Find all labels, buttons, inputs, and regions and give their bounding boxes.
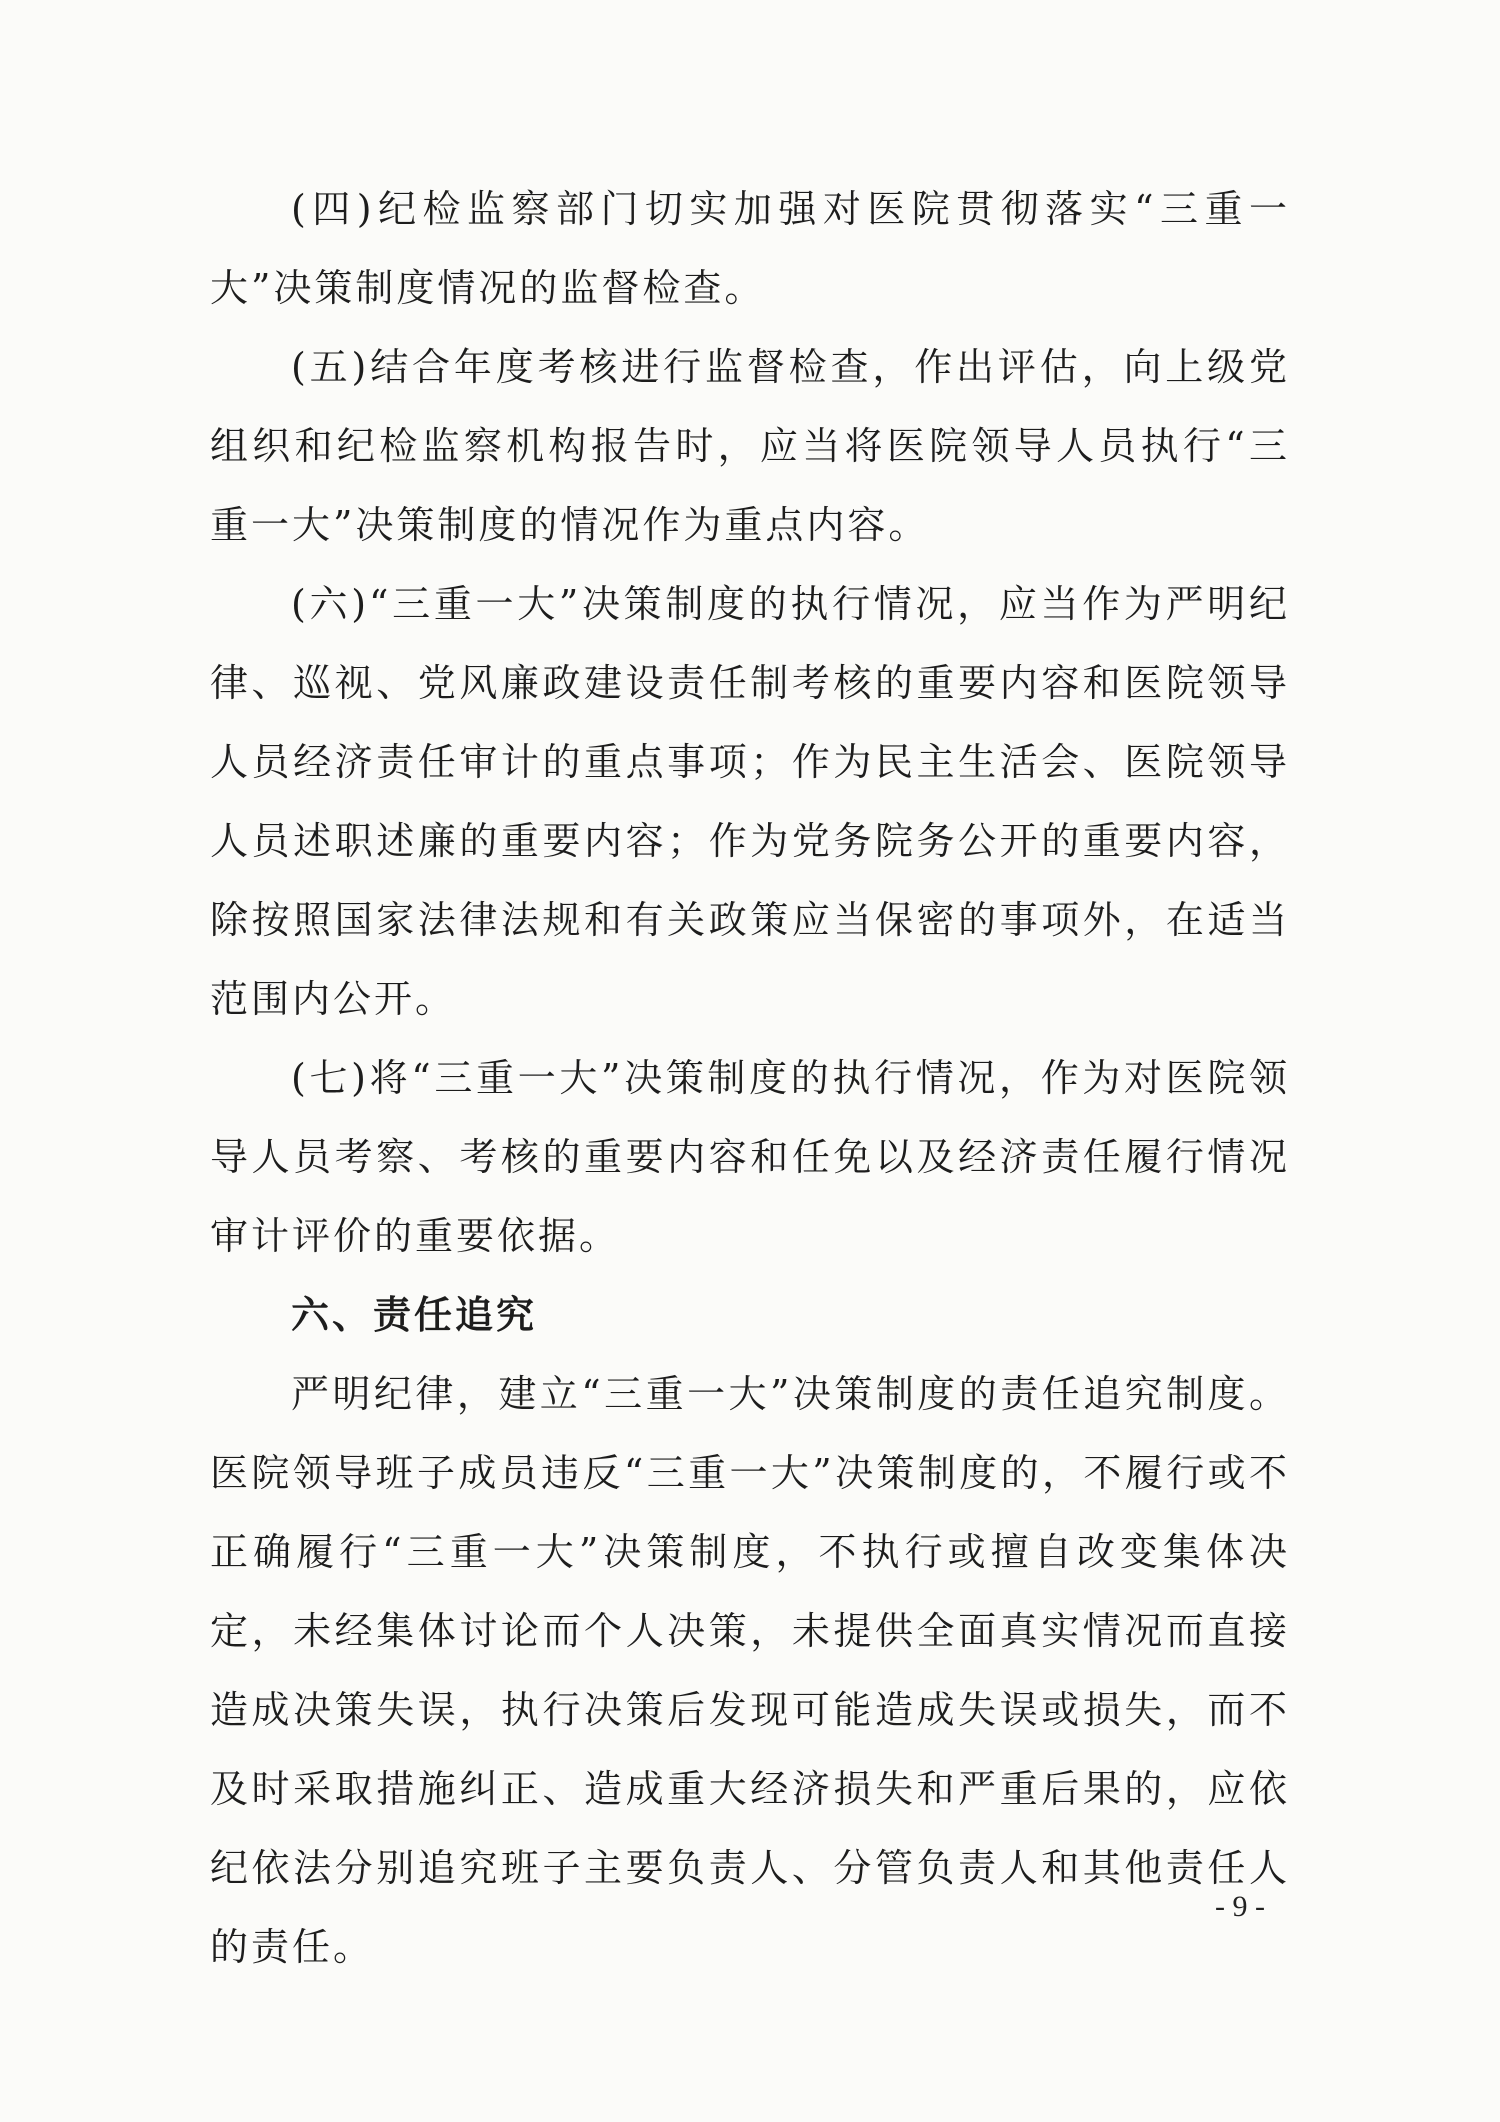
paragraph-6: (六)“三重一大”决策制度的执行情况，应当作为严明纪律、巡视、党风廉政建设责任制考核的重要内容和医院领导人员经济责任审计的重点事项；作为民主生活会、医院领导人员述职述廉的重要内容；作为党务院务公开的重要内容，除按照国家法律法规和有关政策应当保密的事项外，在适当范围内公开。 xyxy=(210,582,1290,1021)
paragraph-7: (七)将“三重一大”决策制度的执行情况，作为对医院领导人员考察、考核的重要内容和任免以及经济责任履行情况审计评价的重要依据。 xyxy=(210,1056,1290,1258)
paragraph-5: (五)结合年度考核进行监督检查，作出评估，向上级党组织和纪检监察机构报告时，应当将医院领导人员执行“三重一大”决策制度的情况作为重点内容。 xyxy=(210,345,1290,547)
page-number: - 9 - xyxy=(1215,1890,1265,1923)
section-heading: 六、责任追究 xyxy=(291,1293,538,1337)
paragraph-4: (四)纪检监察部门切实加强对医院贯彻落实“三重一大”决策制度情况的监督检查。 xyxy=(210,187,1290,310)
document-body xyxy=(210,170,1290,1987)
section-paragraph: 严明纪律，建立“三重一大”决策制度的责任追究制度。医院领导班子成员违反“三重一大”决策制度的，不履行或不正确履行“三重一大”决策制度，不执行或擅自改变集体决定，未经集体讨论而个人决策，未提供全面真实情况而直接造成决策失误，执行决策后发现可能造成失误或损失，而不及时采取措施纠正、造成重大经济损失和严重后果的，应依纪依法分别追究班子主要负责人、分管负责人和其他责任人的责任。 xyxy=(210,1372,1290,1969)
